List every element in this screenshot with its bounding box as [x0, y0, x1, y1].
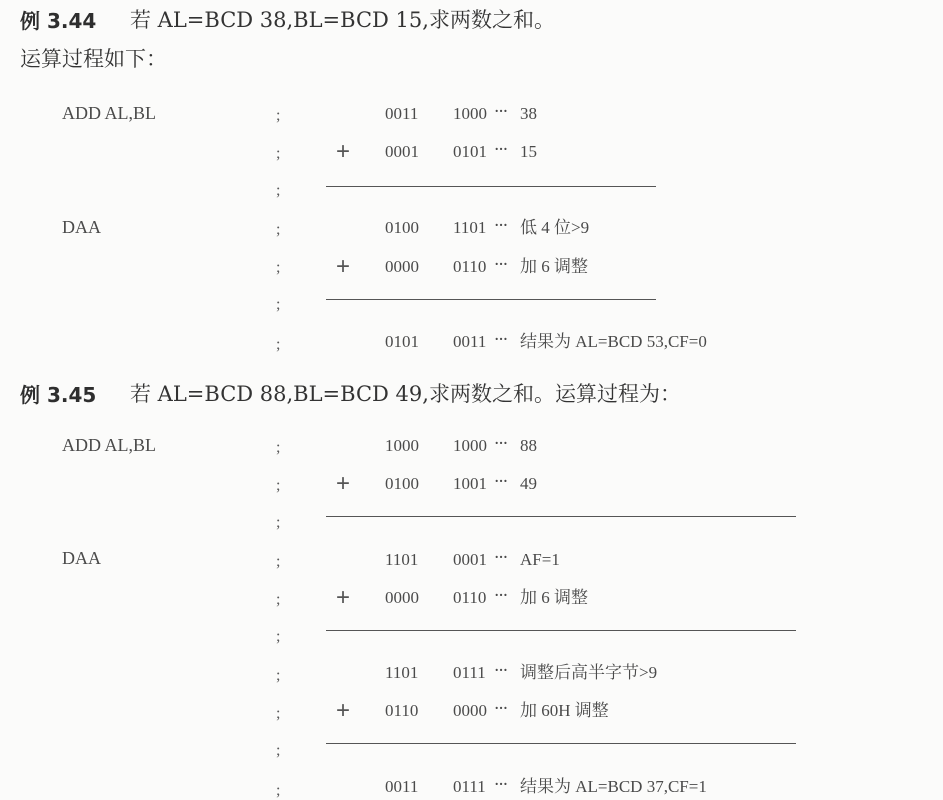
process-intro: 运算过程如下： — [20, 47, 167, 71]
example-title-3-45: 若 AL=BCD 88,BL=BCD 49,求两数之和。运算过程为： — [130, 382, 681, 406]
binary-high-nibble: 0001 — [385, 142, 419, 161]
binary-low-nibble: 1000 — [453, 436, 487, 455]
row-note: 加 6 调整 — [520, 588, 588, 607]
row-note: AF=1 — [520, 550, 560, 569]
ellipsis: ··· — [494, 775, 508, 795]
plus-sign: + — [336, 584, 351, 611]
sum-rule — [326, 743, 796, 744]
ellipsis: ··· — [494, 548, 508, 568]
plus-sign: + — [336, 138, 351, 165]
binary-high-nibble: 0000 — [385, 588, 419, 607]
ellipsis: ··· — [494, 255, 508, 275]
row-note: 结果为 AL=BCD 37,CF=1 — [520, 777, 707, 796]
comment-semicolon: ; — [276, 477, 281, 494]
comment-semicolon: ; — [276, 514, 281, 531]
comment-semicolon: ; — [276, 259, 281, 276]
sum-rule — [326, 630, 796, 631]
row-note: 加 6 调整 — [520, 257, 588, 276]
comment-semicolon: ; — [276, 553, 281, 570]
example-label-3-45: 例 3.45 — [20, 383, 97, 407]
comment-semicolon: ; — [276, 296, 281, 313]
ellipsis: ··· — [494, 699, 508, 719]
row-note: 低 4 位>9 — [520, 218, 590, 237]
binary-high-nibble: 0011 — [385, 777, 419, 796]
ellipsis: ··· — [494, 661, 508, 681]
binary-high-nibble: 1101 — [385, 663, 419, 682]
comment-semicolon: ; — [276, 336, 281, 353]
comment-semicolon: ; — [276, 667, 281, 684]
plus-sign: + — [336, 470, 351, 497]
sum-rule — [326, 299, 656, 300]
plus-sign: + — [336, 697, 351, 724]
comment-semicolon: ; — [276, 705, 281, 722]
comment-semicolon: ; — [276, 742, 281, 759]
comment-semicolon: ; — [276, 145, 281, 162]
comment-semicolon: ; — [276, 107, 281, 124]
binary-low-nibble: 0111 — [453, 777, 486, 796]
ellipsis: ··· — [494, 330, 508, 350]
row-note: 结果为 AL=BCD 53,CF=0 — [520, 332, 707, 351]
binary-low-nibble: 0011 — [453, 332, 487, 351]
instr-add: ADD AL,BL — [62, 103, 156, 123]
ellipsis: ··· — [494, 434, 508, 454]
row-note: 调整后高半字节>9 — [520, 663, 658, 682]
binary-high-nibble: 0011 — [385, 104, 419, 123]
binary-low-nibble: 1101 — [453, 218, 487, 237]
comment-semicolon: ; — [276, 439, 281, 456]
comment-semicolon: ; — [276, 628, 281, 645]
binary-high-nibble: 0000 — [385, 257, 419, 276]
example-title-3-44: 若 AL=BCD 38,BL=BCD 15,求两数之和。 — [130, 8, 555, 32]
binary-low-nibble: 1001 — [453, 474, 487, 493]
binary-high-nibble: 1101 — [385, 550, 419, 569]
binary-low-nibble: 0110 — [453, 257, 487, 276]
ellipsis: ··· — [494, 216, 508, 236]
binary-low-nibble: 1000 — [453, 104, 487, 123]
comment-semicolon: ; — [276, 782, 281, 799]
row-note: 15 — [520, 142, 537, 161]
instr-add: ADD AL,BL — [62, 435, 156, 455]
binary-low-nibble: 0111 — [453, 663, 486, 682]
row-note: 38 — [520, 104, 537, 123]
binary-high-nibble: 0101 — [385, 332, 419, 351]
comment-semicolon: ; — [276, 591, 281, 608]
sum-rule — [326, 516, 796, 517]
binary-high-nibble: 1000 — [385, 436, 419, 455]
example-label-3-44: 例 3.44 — [20, 9, 97, 33]
binary-low-nibble: 0110 — [453, 588, 487, 607]
binary-high-nibble: 0100 — [385, 474, 419, 493]
row-note: 88 — [520, 436, 537, 455]
binary-low-nibble: 0101 — [453, 142, 487, 161]
plus-sign: + — [336, 253, 351, 280]
comment-semicolon: ; — [276, 182, 281, 199]
row-note: 49 — [520, 474, 537, 493]
ellipsis: ··· — [494, 586, 508, 606]
instr-daa: DAA — [62, 548, 101, 568]
sum-rule — [326, 186, 656, 187]
binary-low-nibble: 0000 — [453, 701, 487, 720]
comment-semicolon: ; — [276, 221, 281, 238]
binary-high-nibble: 0110 — [385, 701, 419, 720]
instr-daa: DAA — [62, 217, 101, 237]
binary-high-nibble: 0100 — [385, 218, 419, 237]
ellipsis: ··· — [494, 102, 508, 122]
row-note: 加 60H 调整 — [520, 701, 609, 720]
ellipsis: ··· — [494, 140, 508, 160]
binary-low-nibble: 0001 — [453, 550, 487, 569]
ellipsis: ··· — [494, 472, 508, 492]
